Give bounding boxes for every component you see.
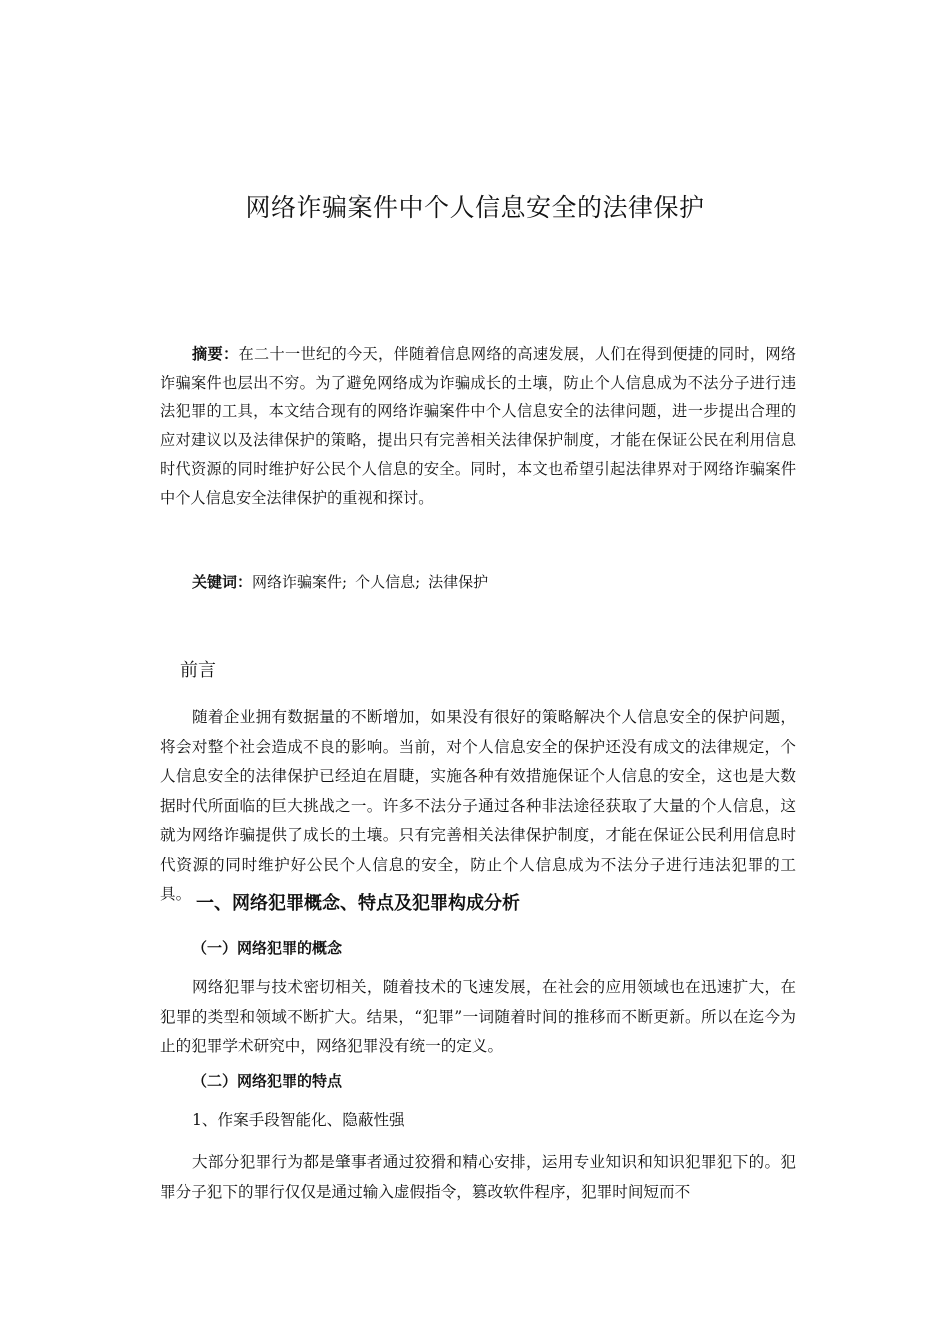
concept-paragraph: 网络犯罪与技术密切相关，随着技术的飞速发展，在社会的应用领域也在迅速扩大，在犯罪的类型和领域不断扩大。结果，“犯罪”一词随着时间的推移而不断更新。所以在迄今为止的犯罪学术研究中，网络犯罪没有统一的定义。 (160, 978, 796, 1055)
subsection-heading-concept: （一）网络犯罪的概念 (192, 939, 343, 957)
section-heading: 一、网络犯罪概念、特点及犯罪构成分析 (196, 893, 520, 914)
keywords-label: 关键词： (192, 573, 253, 591)
keyword-item: 个人信息; (355, 573, 421, 591)
keyword-item: 网络诈骗案件; (252, 573, 348, 591)
preface-paragraph: 随着企业拥有数据量的不断增加，如果没有很好的策略解决个人信息安全的保护问题，将会对整个社会造成不良的影响。当前，对个人信息安全的保护还没有成文的法律规定，个人信息安全的法律保护已经迫在眉睫，实施各种有效措施保证个人信息的安全，这也是大数据时代所面临的巨大挑战之一。许多不法分子通过各种非法途径获取了大量的个人信息，这就为网络诈骗提供了成长的土壤。只有完善相关法律保护制度，才能在保证公民利用信息时代资源的同时维护好公民个人信息的安全，防止个人信息成为不法分子进行违法犯罪的工具。 (160, 708, 796, 903)
subsection-heading-traits: （二）网络犯罪的特点 (192, 1072, 343, 1090)
trait-item-heading: 1、作案手段智能化、隐蔽性强 (192, 1111, 405, 1129)
preface-heading: 前言 (180, 660, 216, 681)
trait-item-paragraph: 大部分犯罪行为都是肇事者通过狡猾和精心安排，运用专业知识和知识犯罪犯下的。犯罪分子犯下的罪行仅仅是通过输入虚假指令，篡改软件程序，犯罪时间短而不 (160, 1153, 796, 1201)
abstract-text: 在二十一世纪的今天，伴随着信息网络的高速发展，人们在得到便捷的同时，网络诈骗案件也层出不穷。为了避免网络成为诈骗成长的土壤，防止个人信息成为不法分子进行违法犯罪的工具，本文结合现有的网络诈骗案件中个人信息安全的法律问题，进一步提出合理的应对建议以及法律保护的策略，提出只有完善相关法律保护制度，才能在保证公民在利用信息时代资源的同时维护好公民个人信息的安全。同时，本文也希望引起法律界对于网络诈骗案件中个人信息安全法律保护的重视和探讨。 (160, 345, 797, 507)
abstract-label: 摘要： (192, 345, 239, 363)
keywords-line (192, 568, 488, 596)
document-title: 网络诈骗案件中个人信息安全的法律保护 (245, 193, 705, 222)
keyword-item: 法律保护 (428, 573, 489, 591)
abstract-block (160, 340, 796, 512)
abstract-paragraph (160, 340, 796, 512)
